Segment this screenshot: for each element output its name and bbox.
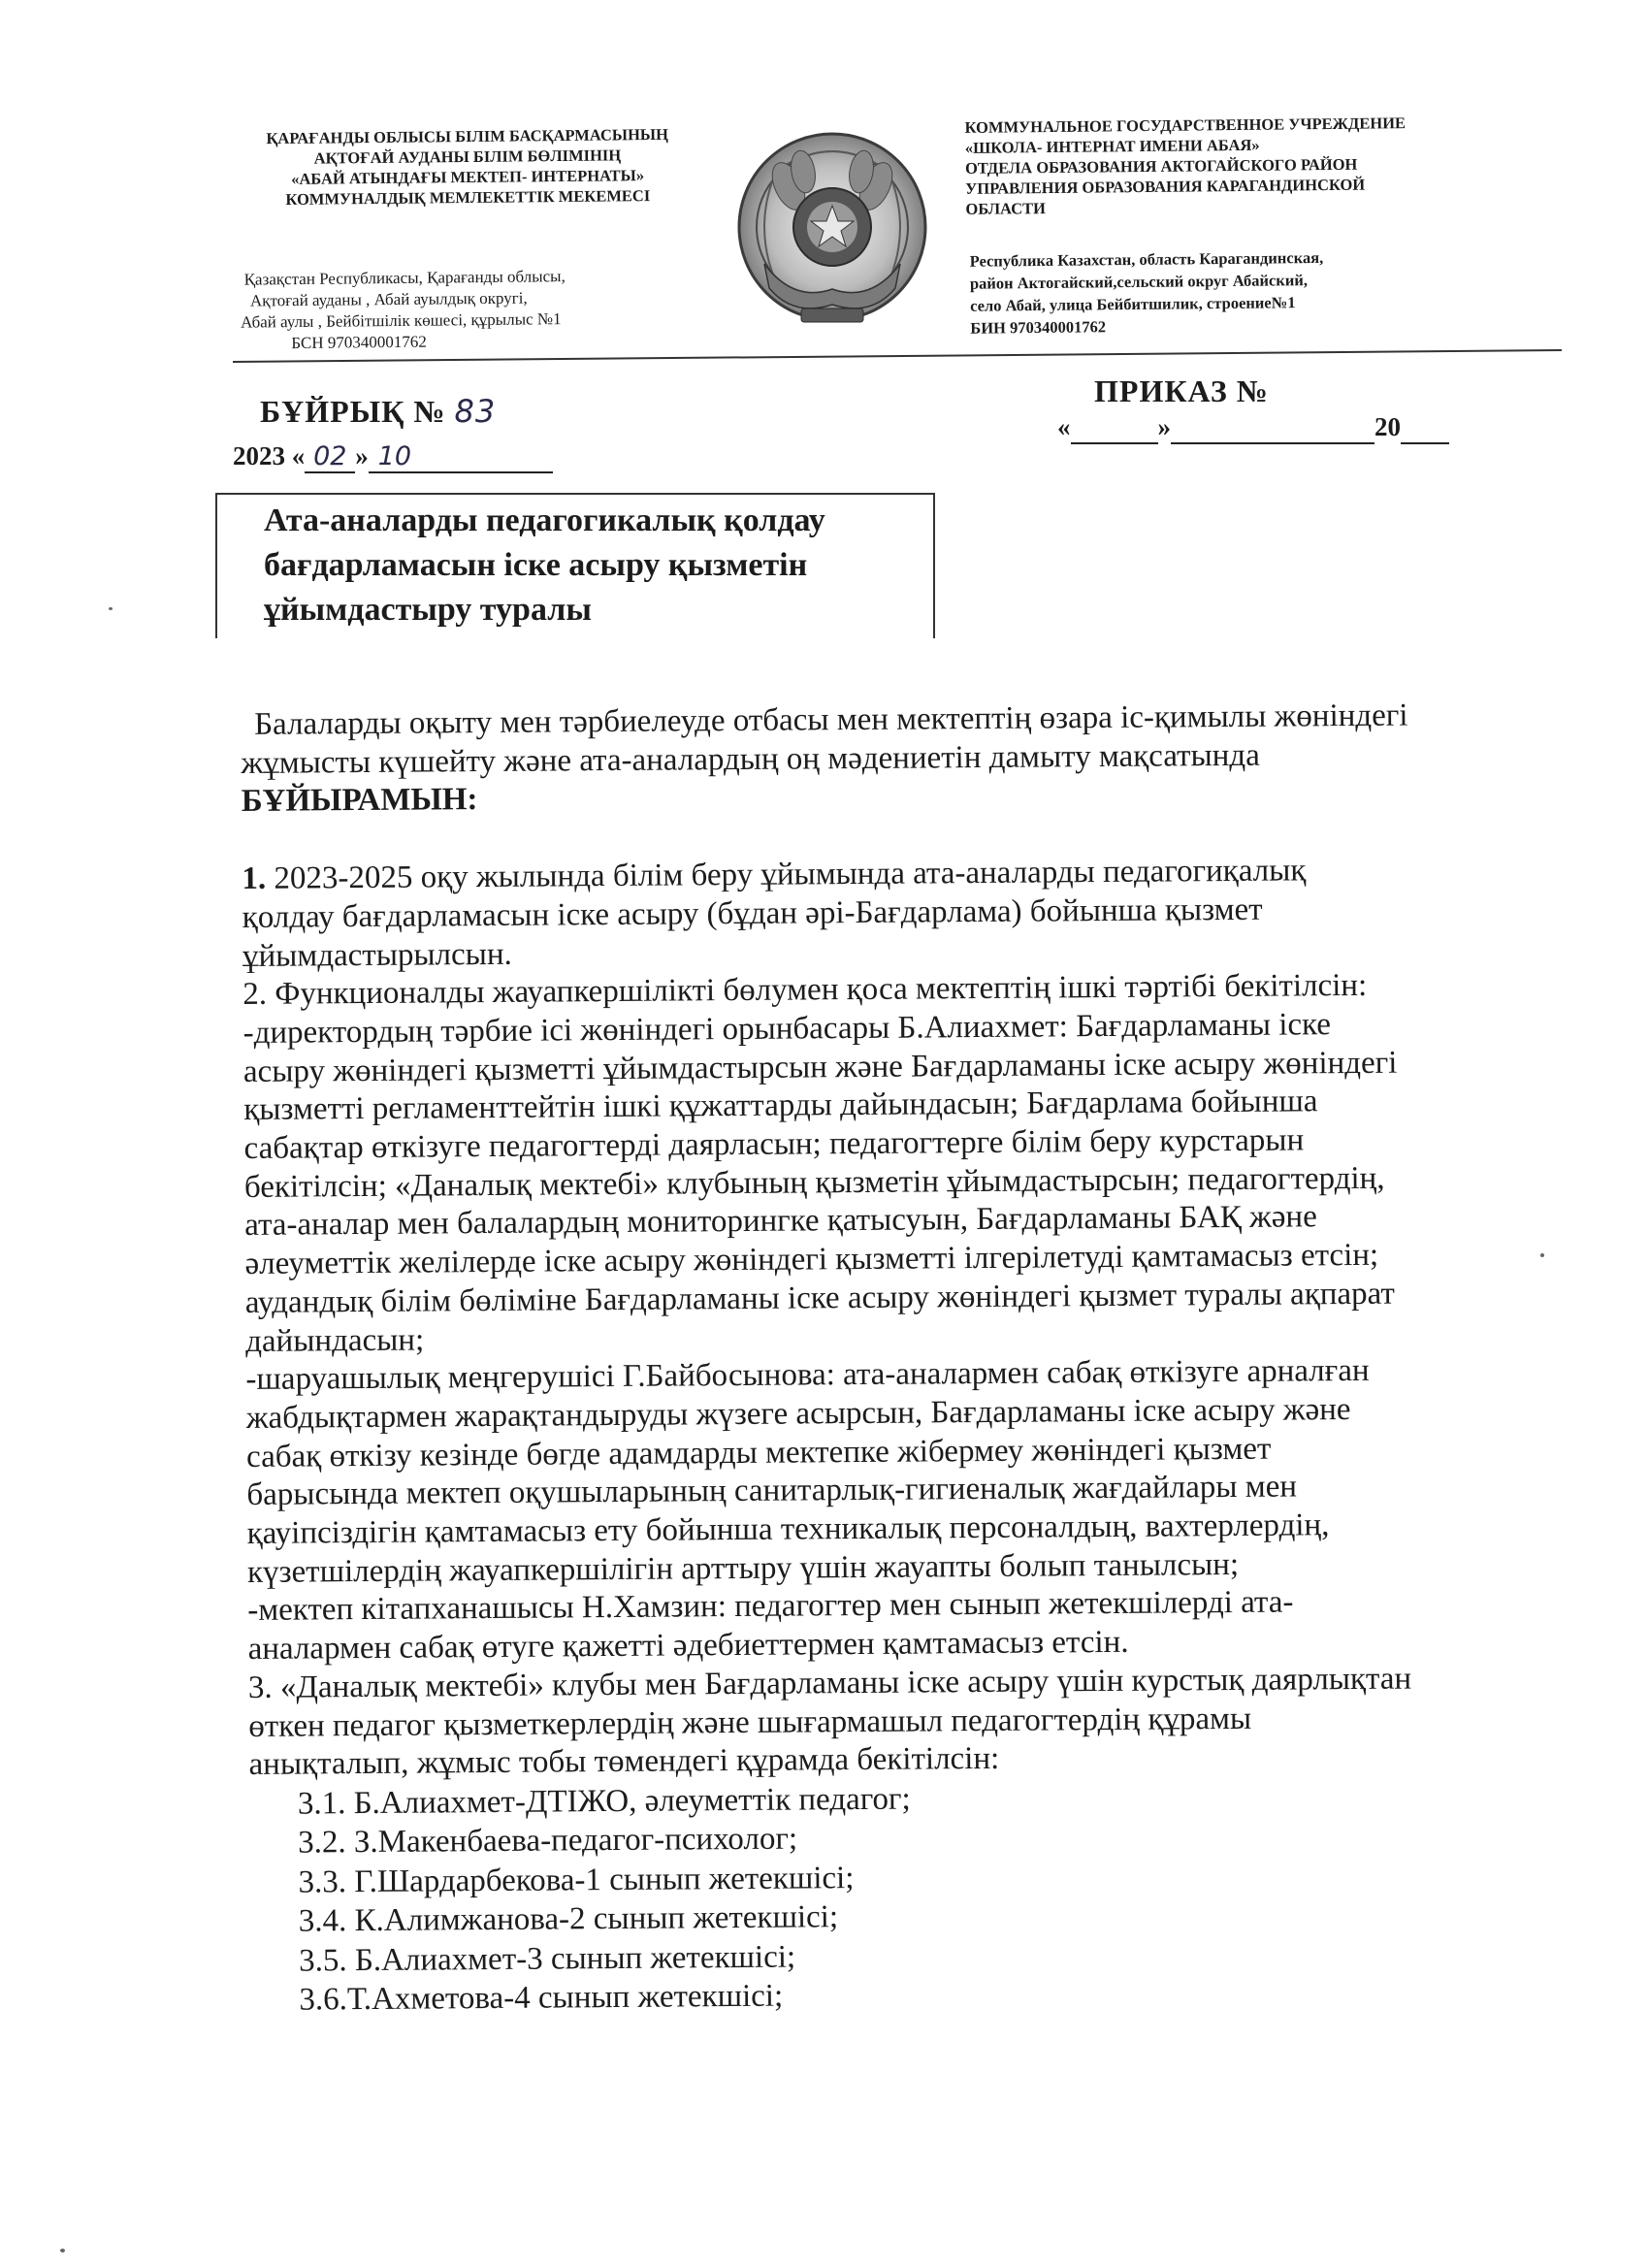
- order-subject-box: [215, 493, 935, 638]
- scan-speck: [1540, 1253, 1544, 1257]
- intro-line: жұмысты күшейту және ата-аналардың оң мәдениетін дамыту мақсатында: [241, 737, 1260, 781]
- point-1-line: қолдау бағдарламасын іске асыру (бұдан әрі-Бағдарлама) бойынша қызмет: [242, 891, 1263, 935]
- order-date-ru-mid: »: [1157, 412, 1171, 441]
- point-3-line: өткен педагог қызметкерлердің және шығармашыл педагогтердің құрамы: [248, 1701, 1252, 1744]
- point-2-line: сабақ өткізу кезінде бөгде адамдарды мектепке жібермеу жөніндегі қызмет: [245, 1431, 1272, 1474]
- order-date-ru: [1057, 412, 1449, 444]
- point-2-line: дайындасын;: [244, 1322, 425, 1359]
- header-right-address-line: село Абай, улица Бейбитшилик, строение№1: [970, 293, 1296, 315]
- state-emblem-icon: [735, 118, 929, 343]
- point-2-line: әлеуметтік желілерде іске асыру жөніндегі қызметті ілгерілетуді қамтамасыз етсін;: [244, 1237, 1379, 1282]
- order-body: [241, 696, 1648, 2021]
- header-left-org-line: «АБАЙ АТЫНДАҒЫ МЕКТЕП- ИНТЕРНАТЫ»: [291, 166, 645, 188]
- point-1-number: 1.: [242, 860, 267, 897]
- working-group-list: [249, 1774, 1648, 2021]
- list-item: 3.4. К.Алимжанова-2 сынып жетекшісі;: [298, 1899, 839, 1940]
- list-item: 3.5. Б.Алиахмет-3 сынып жетекшісі;: [299, 1939, 796, 1979]
- point-2-line: -мектеп кітапханашысы Н.Хамзин: педагогтер мен сынып жетекшілерді ата-: [247, 1584, 1294, 1629]
- header-left-address: [233, 264, 738, 354]
- scan-speck: [60, 2249, 65, 2252]
- header-right-org: [964, 112, 1508, 219]
- scan-speck: [109, 607, 113, 610]
- header-left-org-line: ҚАРАҒАНДЫ ОБЛЫСЫ БІЛІМ БАСҚАРМАСЫНЫҢ: [266, 124, 669, 148]
- header-left-org-line: КОММУНАЛДЫҚ МЕМЛЕКЕТТІК МЕКЕМЕСІ: [285, 186, 651, 209]
- point-2-line: аналармен сабақ өтуге қажетті әдебиеттермен қамтамасыз етсін.: [247, 1625, 1129, 1668]
- order-number-kz: [260, 393, 496, 430]
- order-date-ru-open: «: [1057, 412, 1071, 441]
- header-left-org: [215, 123, 721, 210]
- header-right-address-line: Республика Казахстан, область Карагандинская,: [969, 247, 1324, 271]
- point-2-line: күзетшілердің жауапкершілігін арттыру үшін жауапты болып танылсын;: [246, 1546, 1240, 1590]
- header-right-org-line: ОТДЕЛА ОБРАЗОВАНИЯ АКТОГАЙСКОГО РАЙОН: [964, 154, 1358, 178]
- order-year-kz: 2023 «: [233, 441, 306, 470]
- list-item: 3.3. Г.Шардарбекова-1 сынып жетекшісі;: [298, 1861, 855, 1900]
- point-2-line: ата-аналар мен балалардың мониторингке қатысуын, Бағдарламаны БАҚ және: [244, 1199, 1317, 1244]
- list-item: 3.2. З.Макенбаева-педагог-психолог;: [298, 1822, 798, 1862]
- header-left-org-line: АҚТОҒАЙ АУДАНЫ БІЛІМ БӨЛІМІНІҢ: [313, 146, 622, 168]
- order-subject-line: ұйымдастыру туралы: [264, 592, 592, 628]
- order-subject-line: бағдарламасын іске асыру қызметін: [264, 547, 808, 583]
- point-2-line: барысында мектеп оқушыларының санитарлық-гигиеналық жағдайлары мен: [246, 1469, 1298, 1513]
- point-2-line: асыру жөніндегі қызметті ұйымдастырсын және Бағдарламаны іске асыру жөніндегі: [242, 1045, 1398, 1089]
- header-left-address-line: Қазақстан Республикасы, Қарағанды облысы,: [243, 267, 566, 289]
- point-2-line: -директордың тәрбие ісі жөніндегі орынбасары Б.Алиахмет: Бағдарламаны іске: [242, 1007, 1332, 1051]
- point-2-line: аудандық білім бөліміне Бағдарламаны іске асыру жөніндегі қызмет туралы ақпарат: [244, 1276, 1395, 1320]
- order-date-ru-year: 20: [1374, 412, 1401, 441]
- point-2-line: қауіпсіздігін қамтамасыз ету бойынша техникалық персоналдың, вахтерлердің,: [246, 1507, 1330, 1552]
- point-2-line: сабақтар өткізуге педагогтерді даярласын; педагогтерге білім беру курстарын: [243, 1122, 1305, 1167]
- header-right-address-line: район Актогайский,сельский округ Абайский,: [969, 271, 1309, 293]
- header-right-org-line: «ШКОЛА- ИНТЕРНАТ ИМЕНИ АБАЯ»: [964, 135, 1260, 157]
- point-3-line: 3. «Даналық мектебі» клубы мен Бағдарламаны іске асыру үшін курстық даярлықтан: [247, 1661, 1412, 1705]
- order-number-ru: [1094, 373, 1269, 409]
- order-subject-line: Ата-аналарды педагогикалық қолдау: [264, 502, 825, 538]
- header-right-address: [970, 244, 1475, 339]
- point-3-line: анықталып, жұмыс тобы төмендегі құрамда бекітілсін:: [248, 1741, 1000, 1783]
- order-month-handwritten: 10: [377, 441, 412, 471]
- list-item: 3.1. Б.Алиахмет-ДТІЖО, әлеуметтік педагог;: [297, 1781, 911, 1822]
- order-date-separator: »: [355, 441, 369, 470]
- order-day-handwritten: 02: [313, 441, 347, 471]
- order-subject: [264, 499, 933, 632]
- point-1-text: 2023-2025 оқу жылында білім беру ұйымында ата-аналарды педагогиқалық: [266, 853, 1307, 896]
- order-number-handwritten: 83: [454, 393, 497, 430]
- list-item: 3.6.Т.Ахметова-4 сынып жетекшісі;: [299, 1979, 784, 2019]
- header-right-address-line: БИН 970340001762: [970, 317, 1107, 338]
- order-label-ru: ПРИКАЗ №: [1094, 373, 1269, 408]
- point-2-line: бекітілсін; «Даналық мектебі» клубының қызметін ұйымдастырсын; педагогтердің,: [243, 1160, 1385, 1205]
- header-left-address-line: БСН 970340001762: [291, 332, 427, 353]
- point-1-line: ұйымдастырылсын.: [242, 936, 512, 974]
- point-2-line: -шаруашылық меңгерушісі Г.Байбосынова: ата-аналармен сабақ өткізуге арналған: [245, 1353, 1370, 1398]
- decree-heading: БҰЙЫРАМЫН:: [241, 782, 478, 820]
- header-right-org-line: ОБЛАСТИ: [965, 199, 1047, 218]
- order-label-kz: БҰЙРЫҚ №: [260, 394, 446, 429]
- point-2-line: қызметті регламенттейтін ішкі құжаттарды дайындасын; Бағдарлама бойынша: [243, 1084, 1318, 1128]
- header-left-address-line: Ақтоғай ауданы , Абай ауылдық округі,: [249, 288, 528, 310]
- point-2-line: 2. Функционалды жауапкершілікті бөлумен қоса мектептің ішкі тәртібі бекітілсін:: [242, 968, 1368, 1013]
- header-right-org-line: УПРАВЛЕНИЯ ОБРАЗОВАНИЯ КАРАГАНДИНСКОЙ: [965, 175, 1366, 198]
- point-2-line: жабдықтармен жарақтандыруды жүзеге асырсын, Бағдарламаны іске асыру және: [245, 1391, 1351, 1436]
- order-date-kz: [233, 441, 553, 473]
- header-left-address-line: Абай аулы , Бейбітшілік көшесі, құрылыс №1: [241, 309, 562, 332]
- intro-line: Балаларды оқыту мен тәрбиелеуде отбасы мен мектептің өзара іс-қимылы жөніндегі: [254, 697, 1408, 742]
- header-right-org-line: КОММУНАЛЬНОЕ ГОСУДАРСТВЕННОЕ УЧРЕЖДЕНИЕ: [964, 113, 1406, 137]
